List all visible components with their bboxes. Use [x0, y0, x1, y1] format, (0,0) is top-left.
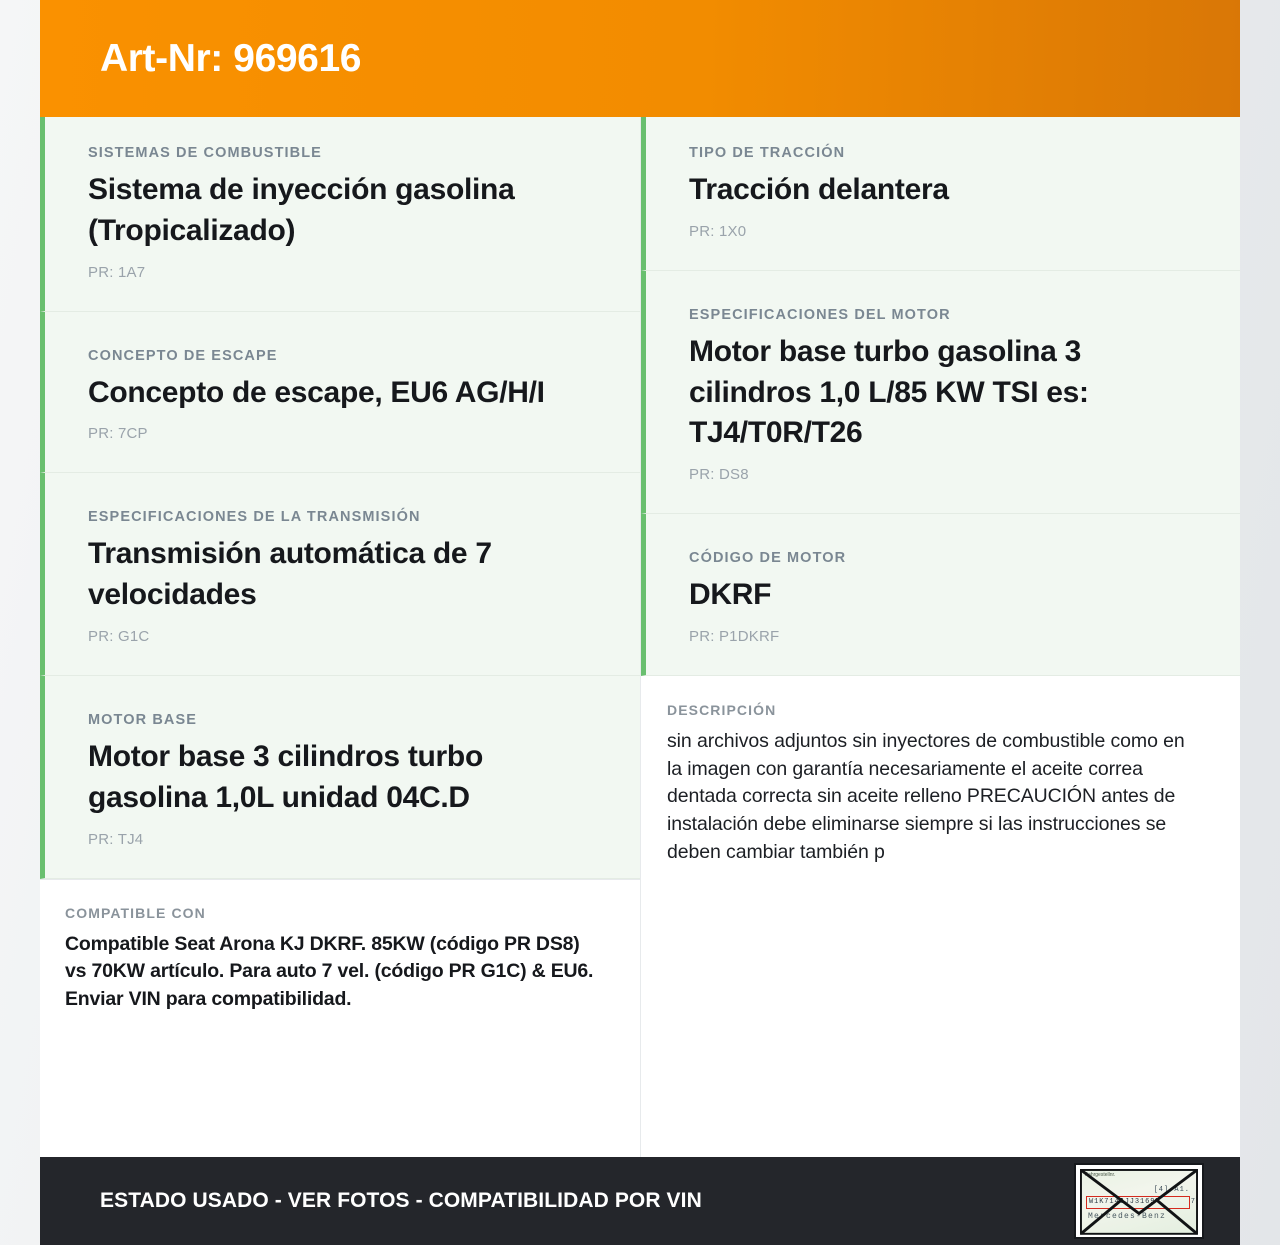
vehicle-brand: Mercedes-Benz — [1088, 1212, 1167, 1221]
spec-card-pr-code: PR: P1DKRF — [689, 627, 780, 645]
vin-tail-digit: 7 — [1190, 1198, 1195, 1206]
spec-card — [641, 271, 1240, 514]
left-column-filler — [40, 1040, 640, 1157]
description-text: sin archivos adjuntos sin inyectores de combustible como en la imagen con garantía necesariamente el aceite correa dentada correcta sin aceite relleno PRECAUCIÓN antes de instalación debe eliminarse siempre si las instrucciones se deben cambiar también p — [667, 729, 1185, 863]
spec-card-value: Sistema de inyección gasolina (Tropicalizado) — [88, 173, 515, 247]
spec-card-pr-code: PR: 7CP — [88, 425, 148, 443]
spec-card-label: CÓDIGO DE MOTOR — [689, 550, 847, 567]
document-caption: Fahrgestellnr. — [1085, 1172, 1116, 1178]
spec-card — [40, 676, 640, 879]
spec-sheet — [40, 0, 1240, 1245]
page-title: Art-Nr: 969616 — [100, 36, 362, 80]
spec-card-value: Transmisión automática de 7 velocidades — [88, 537, 492, 612]
right-column — [640, 117, 1240, 1157]
envelope-icon — [1080, 1169, 1198, 1235]
spec-card-label: MOTOR BASE — [88, 711, 198, 728]
compatible-with-label: COMPATIBLE CON — [65, 904, 206, 921]
spec-card-value: Tracción delantera — [689, 173, 949, 206]
compatible-with-block — [40, 879, 640, 1040]
left-column — [40, 117, 640, 1157]
spec-card-pr-code: PR: TJ4 — [88, 830, 144, 848]
spec-card — [40, 473, 640, 676]
spec-card-label: ESPECIFICACIONES DEL MOTOR — [689, 306, 951, 323]
spec-card-value: Motor base 3 cilindros turbo gasolina 1,0L unidad 04C.D — [88, 739, 483, 814]
footer-bar — [40, 1157, 1240, 1245]
spec-card-pr-code: PR: 1A7 — [88, 263, 146, 281]
document-code: [4] A1. — [1153, 1186, 1190, 1194]
header-bar — [40, 0, 1240, 117]
spec-card-label: ESPECIFICACIONES DE LA TRANSMISIÓN — [88, 509, 421, 526]
vin-number: W1K7146JJ3169 — [1089, 1198, 1156, 1206]
spec-card-value: DKRF — [689, 578, 772, 612]
spec-card-value: Concepto de escape, EU6 AG/H/I — [88, 375, 545, 409]
spec-card-label: TIPO DE TRACCIÓN — [689, 145, 846, 161]
compatible-with-text: Compatible Seat Arona KJ DKRF. 85KW (código PR DS8) vs 70KW artículo. Para auto 7 vel. (código PR G1C) & EU6. Enviar VIN para compatibilidad. — [65, 932, 594, 1010]
spec-card — [641, 117, 1240, 271]
spec-card-pr-code: PR: 1X0 — [689, 222, 747, 240]
description-block — [641, 676, 1240, 888]
spec-card — [40, 117, 640, 312]
spec-columns — [40, 117, 1240, 1157]
spec-card — [641, 514, 1240, 676]
spec-card-label: SISTEMAS DE COMBUSTIBLE — [88, 145, 322, 161]
spec-card-label: CONCEPTO DE ESCAPE — [88, 347, 278, 364]
spec-card — [40, 312, 640, 474]
spec-card-pr-code: PR: DS8 — [689, 466, 749, 484]
description-label: DESCRIPCIÓN — [667, 701, 777, 718]
right-column-filler — [641, 888, 1240, 1157]
spec-card-pr-code: PR: G1C — [88, 627, 150, 645]
spec-card-value: Motor base turbo gasolina 3 cilindros 1,0 L/85 KW TSI es: TJ4/T0R/T26 — [689, 334, 1089, 450]
footer-notice: ESTADO USADO - VER FOTOS - COMPATIBILIDAD POR VIN — [100, 1189, 702, 1212]
vin-document-stamp — [1074, 1163, 1204, 1239]
